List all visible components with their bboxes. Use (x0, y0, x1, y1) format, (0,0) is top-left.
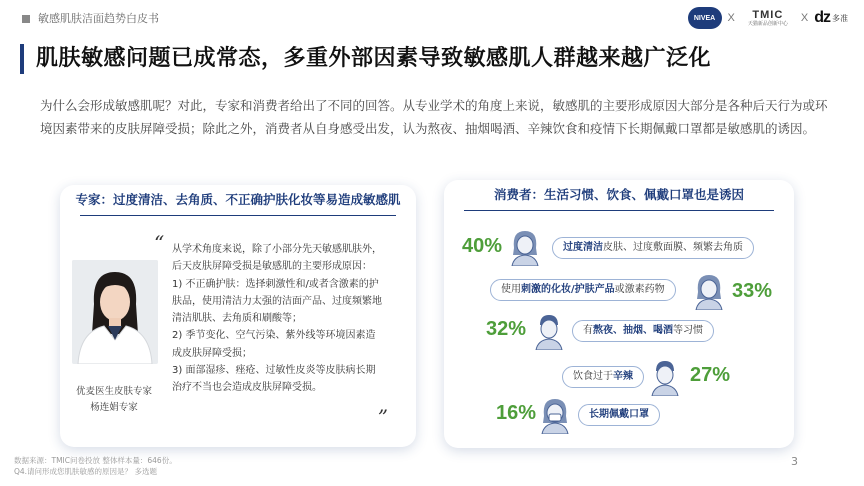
stat-percentage: 32% (486, 318, 527, 340)
quote-line: 后天皮肤屏障受损是敏感肌的主要形成原因： (172, 261, 372, 273)
quote-line: 肤品，使用清洁力太强的洁面产品、过度频繁地 (172, 295, 382, 307)
heading-divider (464, 210, 774, 211)
page-number: 3 (791, 455, 798, 468)
header-marker (22, 15, 30, 23)
expert-quote-text (172, 241, 400, 397)
expert-portrait (72, 260, 158, 364)
stat-percentage: 27% (690, 364, 731, 386)
reason-text: 使用 (501, 284, 521, 295)
reason-pill (562, 366, 644, 388)
reason-text: 饮食过于 (573, 371, 613, 382)
reason-highlight: 辛辣 (613, 371, 633, 382)
source-line: 数据来源：TMIC问卷投放 整体样本量：646份。 (14, 456, 177, 465)
heading-divider (80, 215, 396, 216)
tmic-logo (741, 6, 795, 30)
expert-panel-heading: 专家：过度清洁、去角质、不正确护肤化妆等易造成敏感肌 (75, 192, 401, 207)
male-avatar-icon (650, 358, 680, 396)
expert-title: 优麦医生皮肤专家 (75, 386, 152, 397)
masked-avatar-icon (540, 396, 570, 434)
quote-line: 3) 面部湿疹、痤疮、过敏性皮炎等皮肤病长期 (172, 365, 376, 377)
reason-highlight: 熬夜、抽烟、喝酒 (593, 325, 673, 336)
tmic-logo-text: TMIC (752, 8, 784, 21)
stat-percentage: 16% (496, 402, 537, 424)
stat-percentage: 33% (732, 280, 773, 302)
male-avatar-icon (534, 312, 564, 350)
intro-paragraph: 为什么会形成敏感肌呢？对此，专家和消费者给出了不同的回答。从专业学术的角度上来说，敏感肌的主要形成原因大部分是各种后天行为或环境因素带来的皮肤屏障受损；除此之外，消费者从自身感受出发，认为熬夜、抽烟喝酒、辛辣饮食和疫情下长期佩戴口罩都是敏感肌的诱因。 (40, 98, 828, 136)
quote-line: 治疗不当也会造成皮肤屏障受损。 (172, 382, 322, 394)
expert-name: 杨连娟专家 (90, 402, 138, 413)
quote-line: 清洁肌肤、去角质和刷酸等； (172, 313, 302, 325)
reason-pill (490, 279, 676, 301)
quote-line: 成皮肤屏障受损； (172, 347, 252, 359)
nivea-logo: NIVEA (688, 7, 722, 29)
logo-separator: X (800, 12, 809, 24)
stat-percentage: 40% (462, 235, 503, 257)
title-accent-bar (20, 44, 24, 74)
reason-text: 皮肤、过度敷面膜、频繁去角质 (603, 242, 743, 253)
reason-text: 或激素药物 (614, 284, 665, 295)
partner-logos (688, 6, 848, 30)
reason-highlight: 过度清洁 (563, 242, 603, 253)
expert-panel (60, 185, 416, 447)
page-title: 肌肤敏感问题已成常态，多重外部因素导致敏感肌人群越来越广泛化 (36, 46, 712, 71)
reason-text: 有 (583, 325, 593, 336)
dz-logo-text: dz (814, 9, 830, 26)
reason-highlight: 刺激的化妆/护肤产品 (521, 284, 615, 295)
female-avatar-icon (694, 272, 724, 310)
reason-text: 等习惯 (673, 325, 703, 336)
quote-line: 从学术角度来说，除了小部分先天敏感肌肤外， (172, 244, 382, 255)
quote-line: 1) 不正确护肤：选择刺激性和/或者含激素的护 (172, 278, 379, 290)
portrait-illustration (72, 260, 158, 364)
quote-line: 2) 季节变化、空气污染、紫外线等环境因素造 (172, 330, 376, 342)
tmic-logo-subtext: 天猫新品创新中心 (747, 20, 788, 27)
reason-pill (552, 237, 754, 259)
reason-pill (578, 404, 660, 426)
reason-pill (572, 320, 714, 342)
female-avatar-icon (510, 228, 540, 266)
dz-logo-subtext: 多准 (832, 13, 848, 23)
data-source-note (14, 455, 177, 477)
logo-separator: X (727, 12, 735, 24)
close-quote-icon: ” (377, 405, 388, 429)
source-line: Q4.请问形成您肌肤敏感的原因是？ 多选题 (14, 467, 157, 476)
consumer-panel (444, 180, 794, 448)
dz-logo (814, 9, 848, 27)
reason-highlight: 长期佩戴口罩 (589, 409, 649, 420)
document-title: 敏感肌肤洁面趋势白皮书 (38, 12, 159, 25)
consumer-panel-heading: 消费者：生活习惯、饮食、佩戴口罩也是诱因 (493, 187, 744, 202)
open-quote-icon: “ (154, 231, 165, 255)
